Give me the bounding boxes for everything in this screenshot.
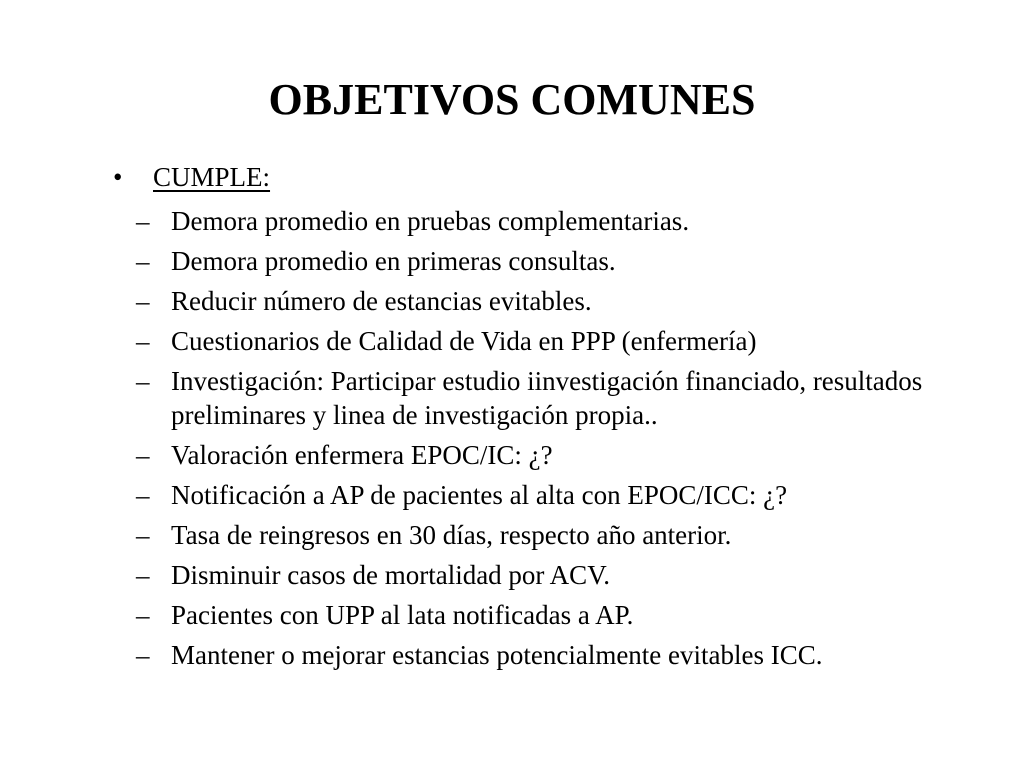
dash-icon: – [136, 326, 150, 356]
list-item [136, 518, 996, 552]
list-item-text: Demora promedio en primeras consultas. [171, 246, 616, 276]
dash-icon: – [136, 206, 150, 236]
dash-icon: – [136, 560, 150, 590]
list-item-text: Notificación a AP de pacientes al alta con EPOC/ICC: ¿? [171, 480, 788, 510]
list-item-text: Investigación: Participar estudio iinvestigación financiado, resultados preliminares y linea de investigación propia.. [171, 366, 923, 430]
list-item [136, 364, 996, 432]
dash-icon: – [136, 286, 150, 316]
dash-icon: – [136, 480, 150, 510]
list-item-text: Cuestionarios de Calidad de Vida en PPP (enfermería) [171, 326, 757, 356]
list-item-text: Demora promedio en pruebas complementarias. [171, 206, 690, 236]
list-item [136, 324, 996, 358]
list-item [136, 204, 996, 238]
list-item-text: Tasa de reingresos en 30 días, respecto año anterior. [171, 520, 732, 550]
list-item-text: Reducir número de estancias evitables. [171, 286, 592, 316]
bullet-icon: • [113, 162, 123, 192]
dash-icon: – [136, 640, 150, 670]
list-item [136, 638, 996, 672]
dash-icon: – [136, 440, 150, 470]
objectives-list [136, 204, 996, 678]
list-item [136, 284, 996, 318]
list-item [136, 598, 996, 632]
list-item-text: Pacientes con UPP al lata notificadas a AP. [171, 600, 634, 630]
slide-title: OBJETIVOS COMUNES [268, 75, 756, 124]
bullet-label: CUMPLE: [153, 162, 271, 192]
list-item [136, 478, 996, 512]
list-item-text: Valoración enfermera EPOC/IC: ¿? [171, 440, 553, 470]
dash-icon: – [136, 366, 150, 396]
dash-icon: – [136, 520, 150, 550]
list-item-text: Mantener o mejorar estancias potencialmente evitables ICC. [171, 640, 823, 670]
bullet-cumple [113, 158, 270, 196]
list-item [136, 244, 996, 278]
dash-icon: – [136, 246, 150, 276]
list-item-text: Disminuir casos de mortalidad por ACV. [171, 560, 610, 590]
list-item [136, 558, 996, 592]
list-item [136, 438, 996, 472]
dash-icon: – [136, 600, 150, 630]
